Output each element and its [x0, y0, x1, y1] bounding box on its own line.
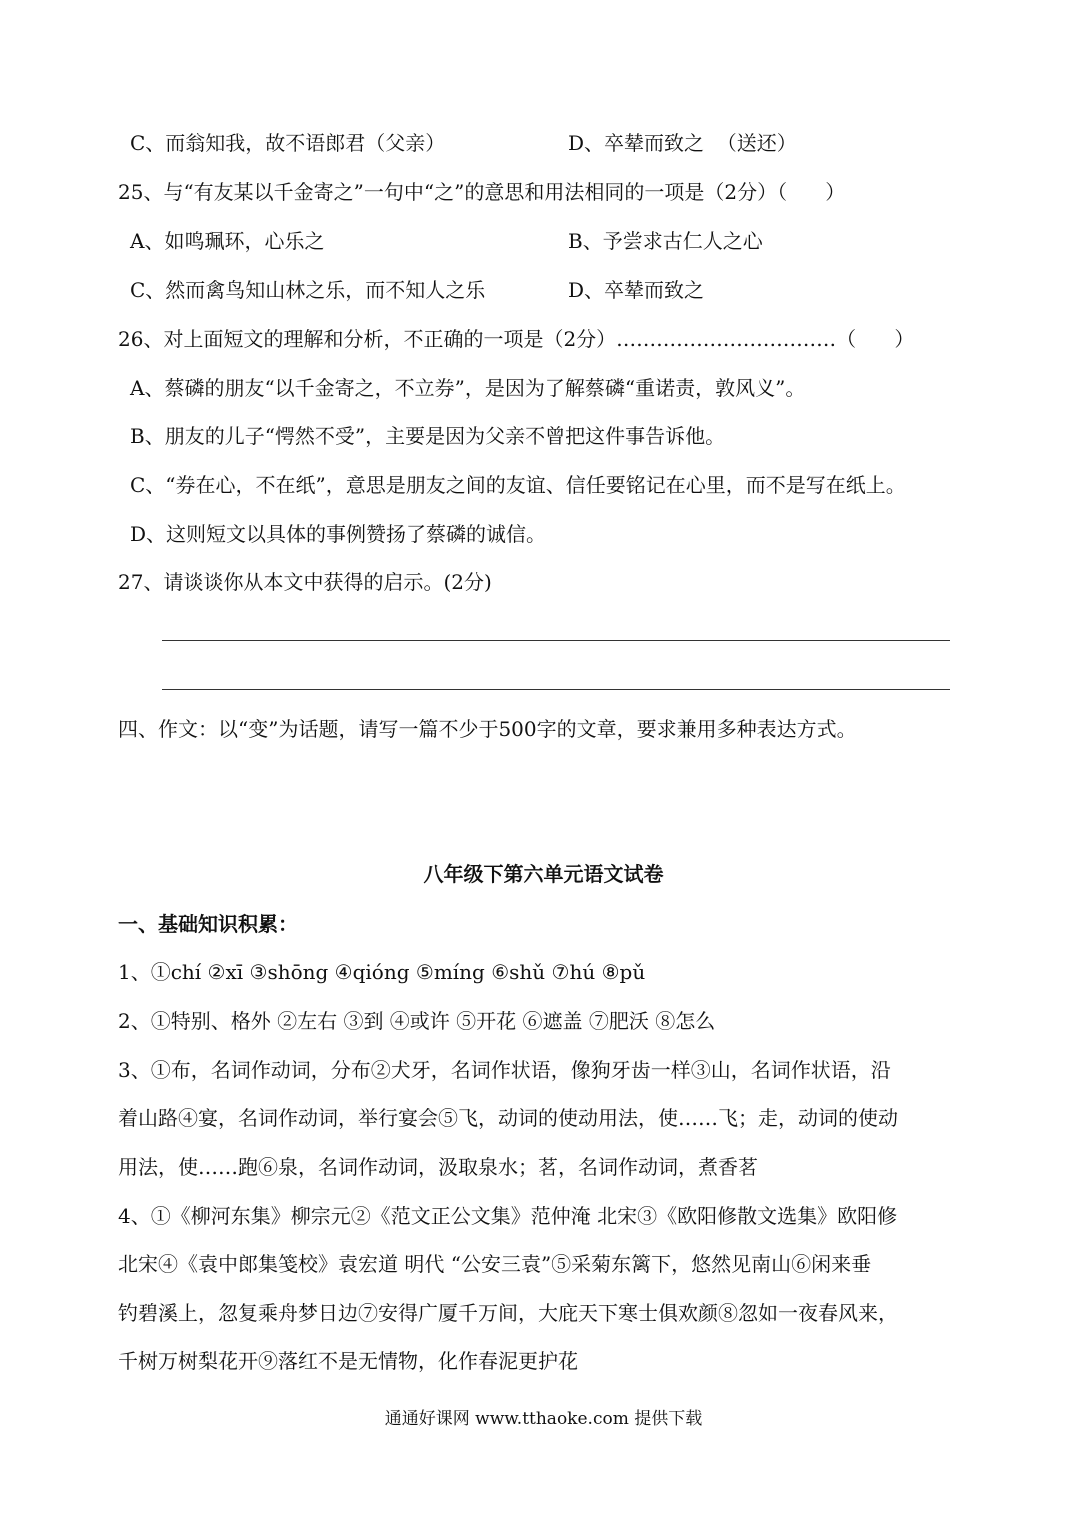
- answer-3-line-2: 着山路④宴，名词作动词，举行宴会⑤飞，动词的使动用法，使……飞；走，动词的使动: [118, 1106, 898, 1130]
- q24-option-c: C、而翁知我，故不语郎君（父亲）: [130, 131, 446, 155]
- answer-4-line-1: 4、①《柳河东集》柳宗元②《范文正公文集》范仲淹 北宋③《欧阳修散文选集》欧阳修: [118, 1204, 898, 1228]
- answer-3-line-3: 用法，使……跑⑥泉，名词作动词，汲取泉水；茗，名词作动词，煮香茗: [118, 1155, 758, 1179]
- section-heading: 一、基础知识积累：: [118, 912, 298, 936]
- answer-4-line-4: 千树万树梨花开⑨落红不是无情物，化作春泥更护花: [118, 1349, 578, 1373]
- essay-prompt: 四、作文：以“变”为话题，请写一篇不少于500字的文章，要求兼用多种表达方式。: [118, 717, 857, 741]
- q25-option-c: C、然而禽鸟知山林之乐，而不知人之乐: [130, 278, 486, 302]
- answer-3-line-1: 3、①布，名词作动词，分布②犬牙，名词作状语，像狗牙齿一样③山，名词作状语，沿: [118, 1058, 891, 1082]
- q26-option-b: B、朋友的儿子“愕然不受”，主要是因为父亲不曾把这件事告诉他。: [130, 424, 726, 448]
- q26-option-c: C、“券在心，不在纸”，意思是朋友之间的友谊、信任要铭记在心里，而不是写在纸上。: [130, 473, 906, 497]
- q27-stem: 27、请谈谈你从本文中获得的启示。(2分): [118, 570, 492, 594]
- q25-stem: 25、与“有友某以千金寄之”一句中“之”的意思和用法相同的一项是（2分）（ ）: [118, 180, 846, 204]
- answer-1: 1、①chí ②xī ③shōng ④qióng ⑤míng ⑥shǔ ⑦hú ⑧pǔ: [118, 960, 646, 984]
- q26-stem: 26、对上面短文的理解和分析，不正确的一项是（2分）……………………………（ ）: [118, 327, 915, 351]
- q24-option-d: D、卒辇而致之 （送还）: [568, 131, 797, 155]
- answer-key-title: 八年级下第六单元语文试卷: [423, 862, 664, 886]
- q26-option-a: A、蔡磷的朋友“以千金寄之，不立券”，是因为了解蔡磷“重诺责，敦风义”。: [130, 376, 806, 400]
- answer-line-1: [162, 640, 950, 641]
- q25-option-b: B、予尝求古仁人之心: [568, 229, 763, 253]
- answer-line-2: [162, 689, 950, 690]
- answer-4-line-3: 钓碧溪上，忽复乘舟梦日边⑦安得广厦千万间，大庇天下寒士俱欢颜⑧忽如一夜春风来，: [118, 1301, 898, 1325]
- q25-option-a: A、如鸣珮环，心乐之: [130, 229, 325, 253]
- q26-option-d: D、这则短文以具体的事例赞扬了蔡磷的诚信。: [130, 522, 547, 546]
- page-footer: 通通好课网 www.tthaoke.com 提供下载: [384, 1409, 703, 1429]
- answer-2: 2、①特别、格外 ②左右 ③到 ④或许 ⑤开花 ⑥遮盖 ⑦肥沃 ⑧怎么: [118, 1009, 716, 1033]
- q25-option-d: D、卒辇而致之: [568, 278, 705, 302]
- answer-4-line-2: 北宋④《袁中郎集笺校》袁宏道 明代 “公安三袁”⑤采菊东篱下，悠然见南山⑥闲来垂: [118, 1252, 872, 1276]
